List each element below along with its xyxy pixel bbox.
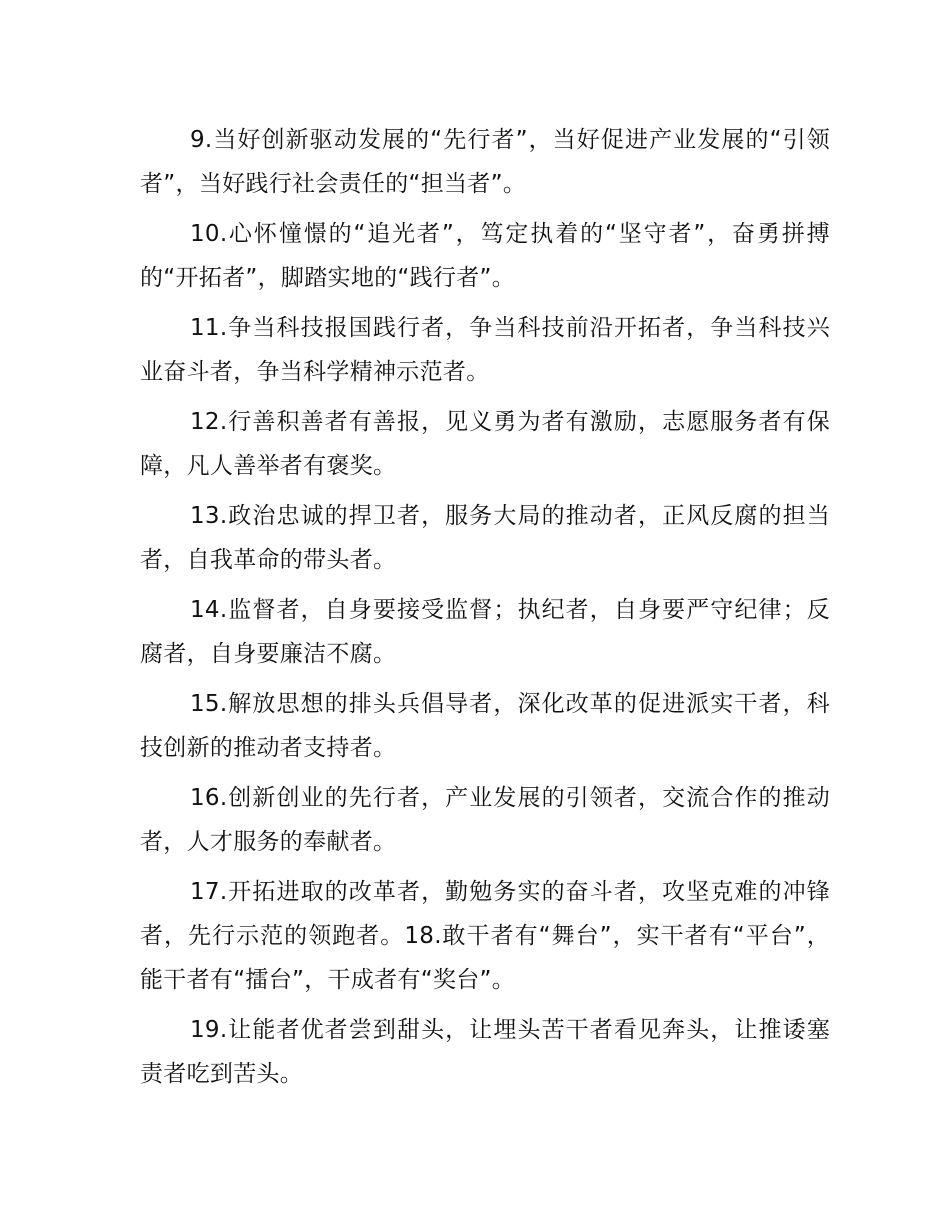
paragraph-12: 12.行善积善者有善报，见义勇为者有激励，志愿服务者有保障，凡人善举者有褒奖。 <box>140 409 830 479</box>
paragraph-17-18: 17.开拓进取的改革者，勤勉务实的奋斗者，攻坚克难的冲锋者，先行示范的领跑者。18.敢干者有“舞台”，实干者有“平台”，能干者有“擂台”，干成者有“奖台”。 <box>140 879 830 993</box>
paragraph-14: 14.监督者，自身要接受监督；执纪者，自身要严守纪律；反腐者，自身要廉洁不腐。 <box>140 597 830 667</box>
paragraph-15: 15.解放思想的排头兵倡导者，深化改革的促进派实干者，科技创新的推动者支持者。 <box>140 691 830 761</box>
paragraph-19: 19.让能者优者尝到甜头，让埋头苦干者看见奔头，让推诿塞责者吃到苦头。 <box>140 1017 830 1087</box>
paragraph-10: 10.心怀憧憬的“追光者”，笃定执着的“坚守者”，奋勇拼搏的“开拓者”，脚踏实地的“践行者”。 <box>140 221 830 291</box>
paragraph-13: 13.政治忠诚的捍卫者，服务大局的推动者，正风反腐的担当者，自我革命的带头者。 <box>140 503 830 573</box>
paragraph-11: 11.争当科技报国践行者，争当科技前沿开拓者，争当科技兴业奋斗者，争当科学精神示范者。 <box>140 315 830 385</box>
document-page <box>140 118 830 1102</box>
paragraph-16: 16.创新创业的先行者，产业发展的引领者，交流合作的推动者，人才服务的奉献者。 <box>140 785 830 855</box>
paragraph-9: 9.当好创新驱动发展的“先行者”，当好促进产业发展的“引领者”，当好践行社会责任的“担当者”。 <box>140 127 830 197</box>
